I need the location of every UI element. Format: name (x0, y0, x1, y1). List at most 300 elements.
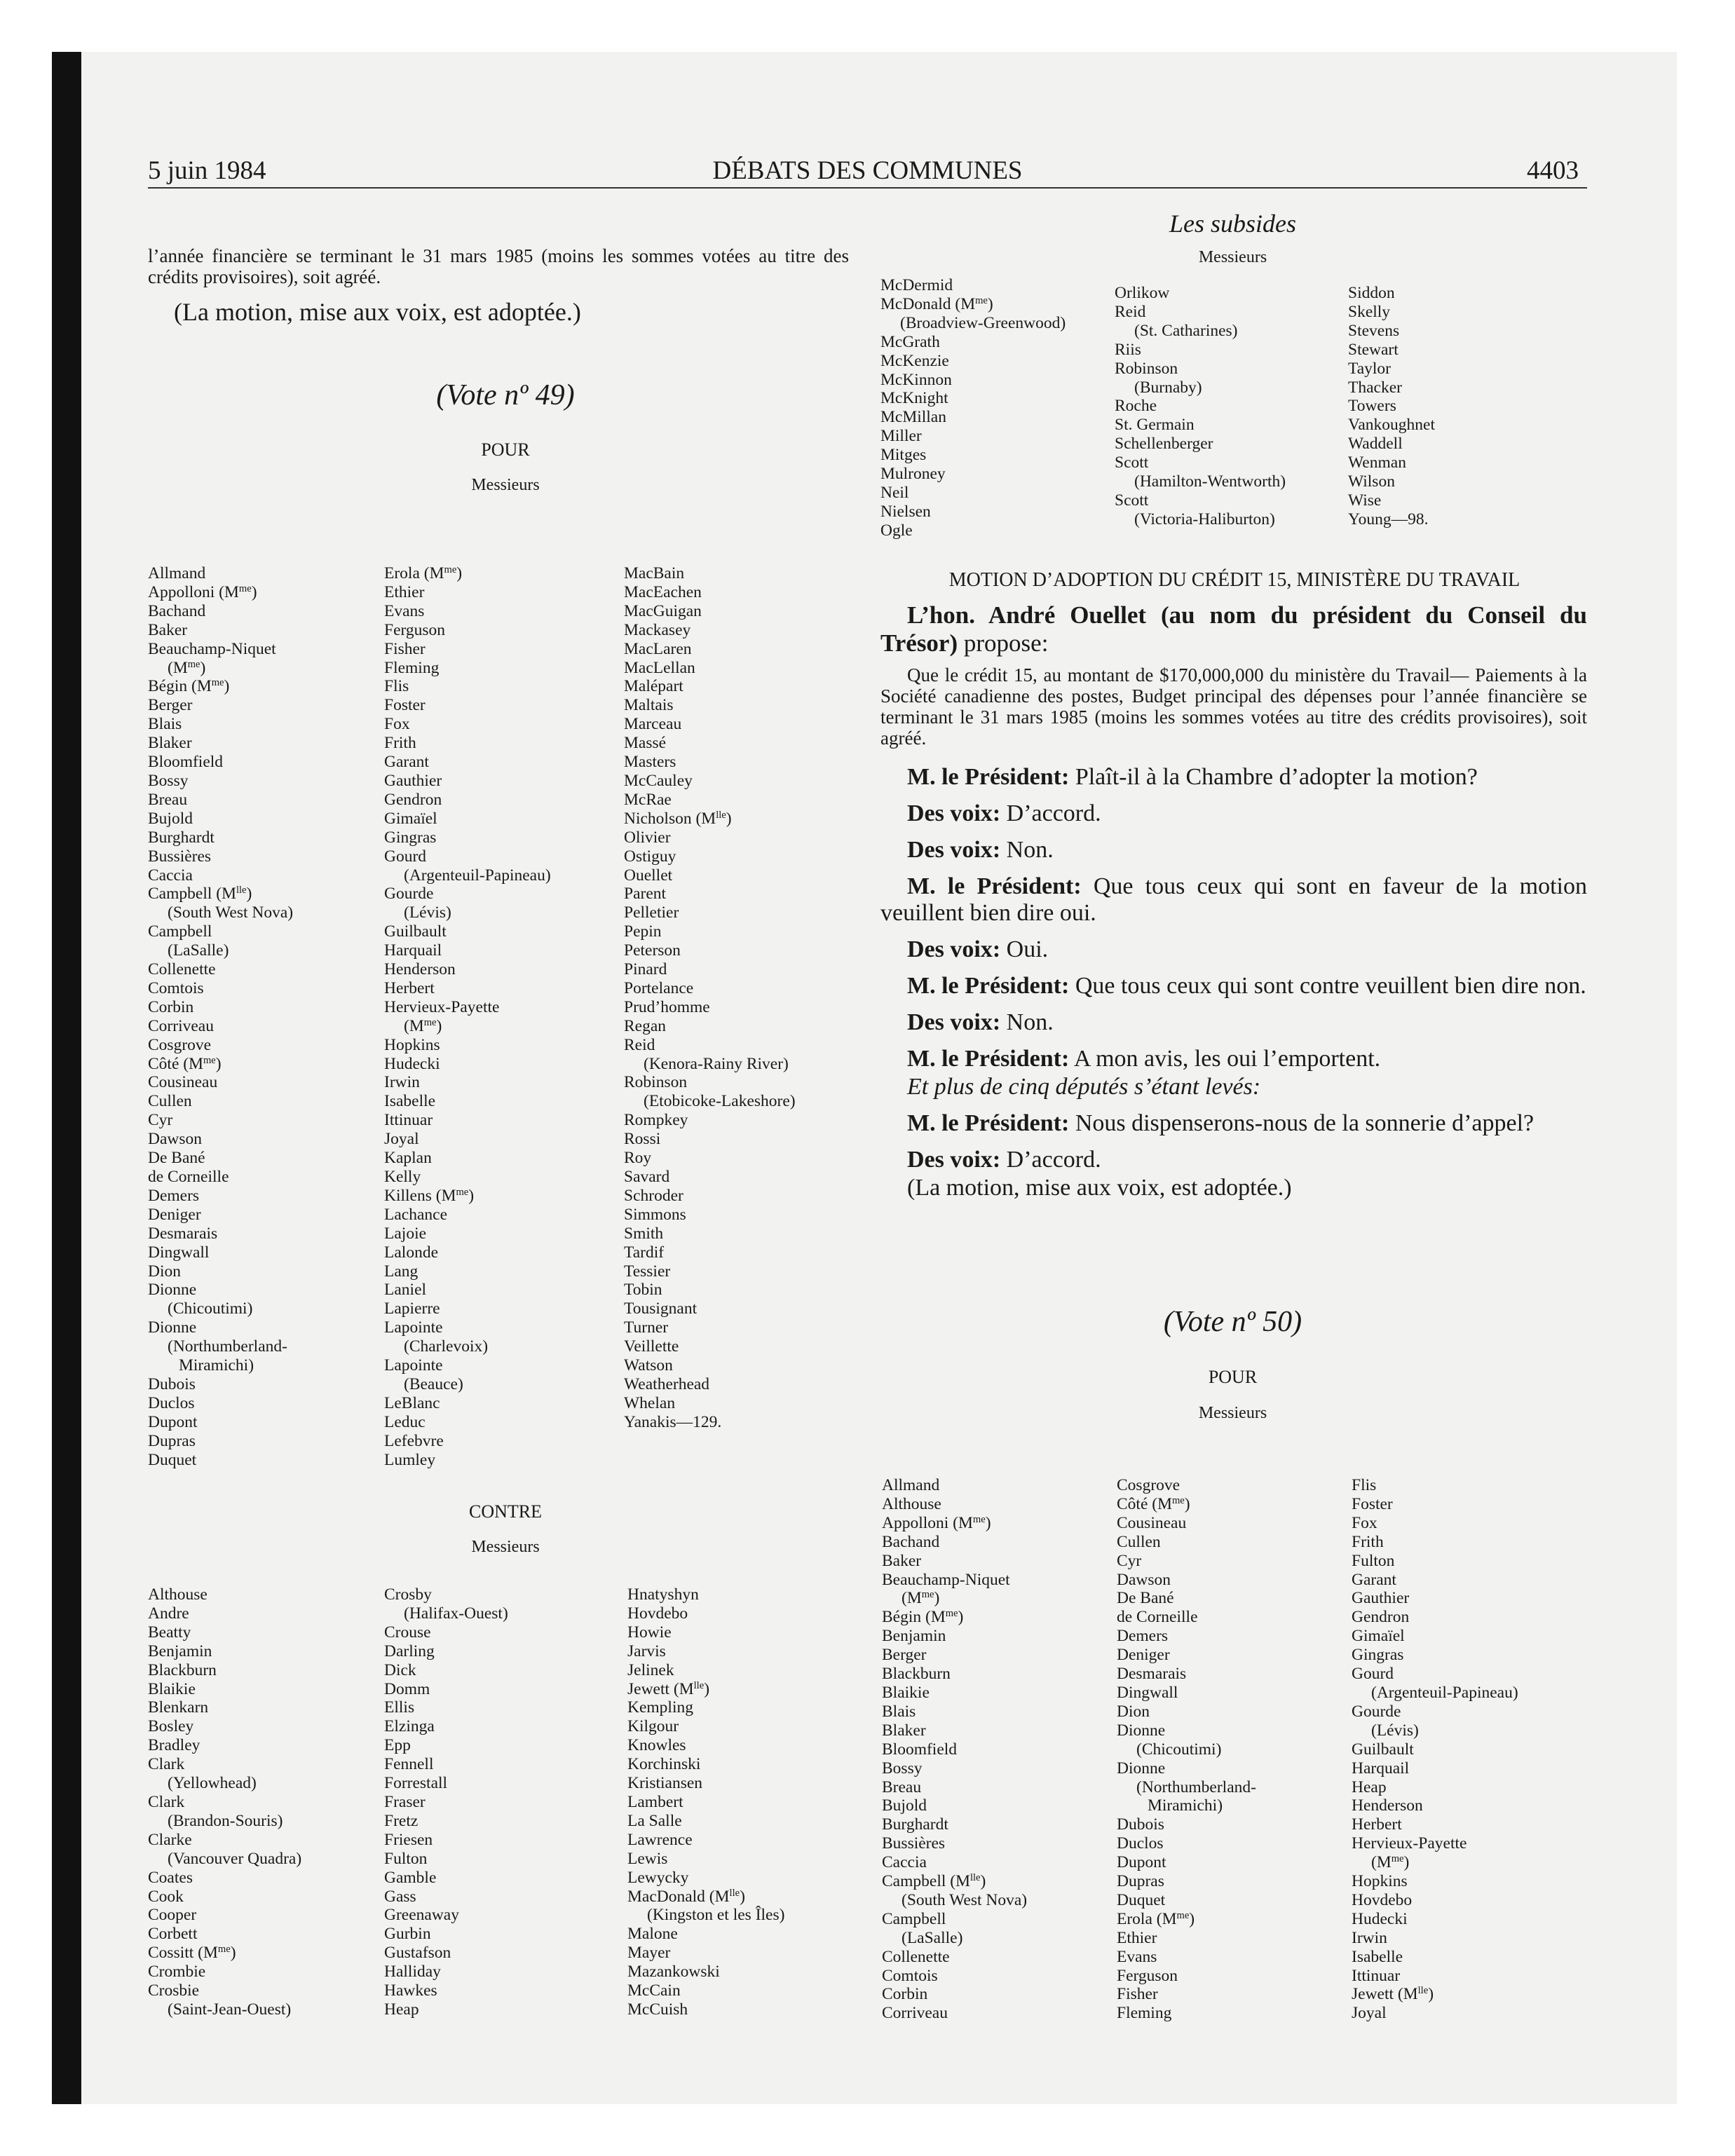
list-item: Epp (384, 1736, 411, 1755)
list-item: Allmand (148, 564, 206, 582)
list-item: Schroder (624, 1186, 683, 1205)
motion-mover (880, 601, 1587, 657)
list-item: MacLellan (624, 658, 695, 677)
list-item: Ittinuar (384, 1111, 433, 1130)
list-item: Knowles (627, 1736, 686, 1755)
list-item: MacDonald $(M^{lle})$ (627, 1887, 745, 1906)
list-item: Lapierre (384, 1299, 440, 1318)
list-item: Ouellet (624, 866, 673, 885)
list-item: Fulton (384, 1849, 428, 1868)
scan-edge (52, 52, 81, 2104)
motion-adopted-1: (La motion, mise aux voix, est adoptée.) (174, 298, 581, 326)
list-item: (Etobicoke-Lakeshore) (644, 1092, 796, 1111)
list-item: Dion (1117, 1702, 1150, 1721)
list-item: (Halifax-Ouest) (404, 1604, 508, 1623)
list-item: Crombie (148, 1963, 206, 1981)
list-item: McMillan (880, 408, 946, 427)
list-item: Côté $(M^{me})$ (1117, 1494, 1190, 1513)
list-item: Malépart (624, 677, 683, 696)
list-item: Flis (384, 677, 409, 696)
list-item: Hopkins (384, 1035, 440, 1054)
list-item: Ittinuar (1352, 1966, 1401, 1985)
list-item: (Vancouver Quadra) (168, 1849, 302, 1868)
speech-text: D’accord. (1000, 800, 1101, 826)
list-item: Appolloni $(M^{me})$ (148, 582, 257, 601)
list-item: Laniel (384, 1281, 427, 1299)
list-item: Duclos (1117, 1834, 1164, 1853)
list-item: Mazankowski (627, 1963, 720, 1981)
list-item: Comtois (882, 1966, 938, 1985)
list-item: (Victoria-Haliburton) (1134, 510, 1275, 528)
speech-turn (880, 837, 1587, 864)
list-item: Allmand (882, 1476, 940, 1494)
list-item: $(M^{me})$ (1371, 1853, 1410, 1872)
list-item: Regan (624, 1016, 667, 1035)
list-item: Lewycky (627, 1868, 689, 1887)
list-item: Wise (1348, 491, 1382, 510)
list-item: Isabelle (384, 1092, 436, 1111)
list-item: MacLaren (624, 639, 692, 658)
speech-turn (880, 1009, 1587, 1036)
list-item: Bloomfield (148, 753, 224, 772)
list-item: Elzinga (384, 1717, 435, 1736)
list-item: Dionne (1117, 1721, 1166, 1740)
list-item: Garant (1352, 1570, 1396, 1589)
list-item: Ellis (384, 1698, 415, 1717)
list-item: Tardif (624, 1243, 665, 1262)
vote49-pour-col2 (384, 564, 551, 1470)
list-item: Herbert (384, 978, 435, 997)
list-item: McKnight (880, 389, 948, 408)
list-item: Rossi (624, 1130, 661, 1149)
list-item: Lawrence (627, 1830, 693, 1849)
list-item: Beatty (148, 1623, 191, 1642)
list-item: Thacker (1348, 378, 1402, 397)
list-item: Fleming (384, 658, 440, 677)
speech-text: Non. (1000, 1009, 1054, 1035)
list-item: Gourde (384, 885, 434, 903)
list-item: Gendron (384, 790, 442, 809)
list-item: Kilgour (627, 1717, 679, 1736)
list-item: Korchinski (627, 1755, 701, 1774)
list-item: Gimaïel (384, 809, 437, 828)
list-item: (South West Nova) (168, 903, 294, 922)
list-item: Domm (384, 1679, 430, 1698)
contre-cont-col3 (1348, 284, 1435, 529)
list-item: Kaplan (384, 1149, 432, 1168)
list-item: Wenman (1348, 453, 1406, 472)
list-item: Cyr (148, 1111, 173, 1130)
list-item: Friesen (384, 1830, 433, 1849)
list-item: Dupont (148, 1412, 198, 1431)
list-item: Foster (384, 696, 426, 715)
list-item: Lapointe (384, 1318, 443, 1337)
list-item: McDermid (880, 276, 953, 294)
list-item: Cyr (1117, 1551, 1142, 1570)
list-item: Campbell (882, 1909, 946, 1928)
list-item: Howie (627, 1623, 672, 1642)
list-item: Bossy (148, 771, 189, 790)
list-item: Dubois (1117, 1815, 1164, 1834)
list-item: La Salle (627, 1811, 682, 1830)
list-item: Kempling (627, 1698, 693, 1717)
vote49-pour: POUR (481, 439, 530, 460)
list-item: Bujold (882, 1796, 927, 1815)
list-item: Ethier (384, 582, 425, 601)
list-item: Gamble (384, 1868, 437, 1887)
list-item: Harquail (1352, 1759, 1410, 1778)
list-item: Berger (148, 696, 193, 715)
list-item: (St. Catharines) (1134, 321, 1238, 340)
list-item: Cullen (148, 1092, 192, 1111)
list-item: Duquet (148, 1450, 197, 1469)
speech-turn (880, 873, 1587, 927)
list-item: Harquail (384, 941, 442, 960)
speech-turn (880, 1110, 1587, 1137)
list-item: McCauley (624, 771, 693, 790)
list-item: Corriveau (882, 2004, 948, 2023)
vote50-col3 (1352, 1476, 1518, 2023)
list-item: Malone (627, 1925, 678, 1944)
list-item: Lambert (627, 1792, 683, 1811)
list-item: Heap (1352, 1778, 1387, 1796)
list-item: St. Germain (1115, 416, 1195, 435)
list-item: Bosley (148, 1717, 194, 1736)
speaker: M. le Président: (907, 1110, 1070, 1136)
list-item: Blaikie (148, 1679, 196, 1698)
speaker: Des voix: (907, 936, 1001, 962)
list-item: Dubois (148, 1374, 196, 1393)
list-item: Hawkes (384, 1981, 437, 2000)
list-item: Rompkey (624, 1111, 688, 1130)
list-item: Heap (384, 2000, 419, 2019)
list-item: Erola $(M^{me})$ (1117, 1909, 1195, 1928)
list-item: Miramichi) (1148, 1796, 1223, 1815)
list-item: (Argenteuil-Papineau) (404, 866, 551, 885)
list-item: Bradley (148, 1736, 200, 1755)
list-item: de Corneille (148, 1168, 229, 1186)
list-item: Gourde (1352, 1702, 1401, 1721)
list-item: Dionne (148, 1281, 197, 1299)
list-item: Guilbault (1352, 1740, 1414, 1759)
list-item: Bujold (148, 809, 193, 828)
list-item: Benjamin (148, 1642, 212, 1660)
vote50-pour: POUR (1208, 1367, 1258, 1387)
list-item: Towers (1348, 397, 1396, 416)
list-item: Blais (148, 715, 182, 734)
list-item: Hudecki (1352, 1909, 1408, 1928)
list-item: Bussières (882, 1834, 946, 1853)
list-item: Gendron (1352, 1608, 1410, 1627)
list-item: Collenette (148, 960, 216, 979)
list-item: Collenette (882, 1947, 950, 1966)
list-item: Côté $(M^{me})$ (148, 1054, 222, 1073)
list-item: Waddell (1348, 435, 1403, 453)
list-item: Veillette (624, 1337, 679, 1356)
list-item: Campbell $(M^{lle})$ (882, 1872, 986, 1891)
list-item: Joyal (384, 1130, 419, 1149)
list-item: Blackburn (148, 1660, 217, 1679)
list-item: Hovdebo (627, 1604, 688, 1623)
list-item: Coates (148, 1868, 193, 1887)
list-item: Hovdebo (1352, 1890, 1413, 1909)
list-item: LeBlanc (384, 1393, 440, 1412)
list-item: Fulton (1352, 1551, 1395, 1570)
list-item: Nicholson $(M^{lle})$ (624, 809, 732, 828)
list-item: Tobin (624, 1281, 662, 1299)
list-item: Irwin (384, 1073, 420, 1092)
list-item: Pepin (624, 922, 662, 941)
list-item: Mitges (880, 446, 927, 465)
list-item: McCain (627, 1981, 681, 2000)
list-item: Frith (1352, 1532, 1384, 1551)
list-item: (Charlevoix) (404, 1337, 489, 1356)
list-item: McRae (624, 790, 672, 809)
speaker: M. le Président: (907, 873, 1082, 899)
list-item: Kristiansen (627, 1774, 703, 1793)
list-item: Neil (880, 483, 909, 502)
list-item: Cossitt $(M^{me})$ (148, 1944, 236, 1963)
speech-text: Non. (1000, 837, 1054, 863)
list-item: Comtois (148, 978, 204, 997)
motion-text: Que le crédit 15, au montant de $170,000,000 du ministère du Travail— Paiements à la Société canadienne des postes, Budget principal des dépenses pour l’année financière se terminant le 31 mars 1985 (moins les sommes votées au titre des crédits provisoires), soit agréé. (880, 664, 1587, 749)
list-item: Hudecki (384, 1054, 440, 1073)
list-item: Cosgrove (148, 1035, 212, 1054)
list-item: Vankoughnet (1348, 416, 1436, 435)
list-item: Blaikie (882, 1683, 930, 1702)
list-item: Peterson (624, 941, 681, 960)
mover-name: L’hon. André Ouellet (au nom du président du Conseil du Trésor) (880, 601, 1587, 657)
list-item: Blackburn (882, 1665, 951, 1684)
list-item: MacEachen (624, 582, 702, 601)
list-item: Campbell (148, 922, 212, 941)
list-item: Pelletier (624, 903, 679, 922)
list-item: Darling (384, 1642, 435, 1660)
speech-text: Nous dispenserons-nous de la sonnerie d’appel? (1069, 1110, 1535, 1136)
list-item: Duquet (1117, 1890, 1166, 1909)
list-item: Weatherhead (624, 1374, 710, 1393)
list-item: De Bané (1117, 1589, 1174, 1608)
list-item: Miramichi) (179, 1356, 254, 1375)
list-item: Caccia (148, 866, 193, 885)
list-item: McCuish (627, 2000, 688, 2019)
list-item: Mayer (627, 1944, 671, 1963)
list-item: Lachance (384, 1205, 448, 1224)
list-item: Bachand (882, 1532, 940, 1551)
list-item: Deniger (148, 1205, 201, 1224)
list-item: Reid (1115, 302, 1146, 321)
list-item: Leduc (384, 1412, 426, 1431)
list-item: Guilbault (384, 922, 447, 941)
list-item: Corbin (148, 997, 194, 1016)
list-item: Fretz (384, 1811, 419, 1830)
list-item: MacBain (624, 564, 685, 582)
speech-turn (880, 764, 1587, 791)
section-title: Les subsides (1169, 210, 1297, 238)
list-item: Lewis (627, 1849, 668, 1868)
list-item: (Chicoutimi) (1136, 1740, 1222, 1759)
list-item: Dingwall (148, 1243, 210, 1262)
list-item: $(M^{me})$ (404, 1016, 442, 1035)
list-item: Andre (148, 1604, 189, 1623)
list-item: (Kenora-Rainy River) (644, 1054, 789, 1073)
list-item: Roche (1115, 397, 1157, 416)
vote49-pour-col3 (624, 564, 796, 1432)
speaker: M. le Président: (907, 1046, 1070, 1072)
list-item: Herbert (1352, 1815, 1402, 1834)
list-item: Burghardt (148, 828, 215, 847)
list-item: (Burnaby) (1134, 378, 1202, 397)
list-item: $(M^{me})$ (168, 658, 206, 677)
vote49-contre-messieurs: Messieurs (471, 1538, 540, 1556)
list-item: Masters (624, 753, 676, 772)
list-item: (Broadview-Greenwood) (900, 313, 1066, 332)
list-item: Simmons (624, 1205, 686, 1224)
list-item: (Beauce) (404, 1374, 463, 1393)
list-item: Althouse (882, 1494, 941, 1513)
list-item: Hopkins (1352, 1872, 1408, 1891)
list-item: (Lévis) (1371, 1721, 1419, 1740)
list-item: Erola $(M^{me})$ (384, 564, 463, 582)
list-item: Cousineau (148, 1073, 218, 1092)
list-item: Killens $(M^{me})$ (384, 1186, 475, 1205)
list-item: Baker (148, 620, 188, 639)
list-item: (Hamilton-Wentworth) (1134, 472, 1286, 491)
contre-cont-col1 (880, 276, 1066, 540)
list-item: Portelance (624, 978, 694, 997)
list-item: Robinson (1115, 359, 1178, 378)
vote49-messieurs: Messieurs (471, 476, 540, 494)
list-item: Kelly (384, 1168, 421, 1186)
list-item: Parent (624, 885, 667, 903)
list-item: Garant (384, 753, 429, 772)
list-item: Benjamin (882, 1627, 946, 1646)
list-item: Althouse (148, 1585, 207, 1604)
list-item: Clark (148, 1755, 185, 1774)
vote49-pour-col1 (148, 564, 293, 1470)
list-item: Deniger (1117, 1646, 1170, 1665)
list-item: Appolloni $(M^{me})$ (882, 1513, 991, 1532)
speech-turn (880, 1147, 1587, 1173)
list-item: Turner (624, 1318, 669, 1337)
list-item: Greenaway (384, 1906, 459, 1925)
header-page-number: 4403 (1527, 156, 1579, 185)
right-messieurs: Messieurs (1198, 248, 1267, 266)
list-item: (Argenteuil-Papineau) (1371, 1683, 1518, 1702)
list-item: Forrestall (384, 1774, 448, 1793)
list-item: McDonald $(M^{me})$ (880, 294, 993, 313)
list-item: Jelinek (627, 1660, 674, 1679)
list-item: Jarvis (627, 1642, 666, 1660)
list-item: McGrath (880, 332, 940, 351)
list-item: Bloomfield (882, 1740, 958, 1759)
list-item: Henderson (384, 960, 456, 979)
list-item: Dupras (148, 1431, 196, 1450)
list-item: Maltais (624, 696, 674, 715)
list-item: Breau (148, 790, 188, 809)
speaker: Des voix: (907, 800, 1001, 826)
list-item: Miller (880, 427, 922, 446)
vote49-contre-col2 (384, 1585, 508, 2019)
list-item: Savard (624, 1168, 670, 1186)
speaker: Des voix: (907, 837, 1001, 863)
list-item: Dingwall (1117, 1683, 1178, 1702)
speaker: M. le Président: (907, 973, 1070, 999)
list-item: Dick (384, 1660, 416, 1679)
list-item: Nielsen (880, 502, 931, 521)
list-item: Orlikow (1115, 284, 1170, 302)
list-item: Pinard (624, 960, 667, 979)
list-item: Dawson (1117, 1570, 1171, 1589)
list-item: MacGuigan (624, 601, 702, 620)
list-item: Olivier (624, 828, 671, 847)
list-item: Gustafson (384, 1944, 451, 1963)
list-item: Breau (882, 1778, 922, 1796)
contre-cont-col2 (1115, 284, 1286, 529)
list-item: De Bané (148, 1149, 205, 1168)
list-item: Fox (1352, 1513, 1377, 1532)
list-item: Jewett $(M^{lle})$ (627, 1679, 710, 1698)
list-item: Irwin (1352, 1928, 1387, 1947)
list-item: Blais (882, 1702, 916, 1721)
list-item: Joyal (1352, 2004, 1387, 2023)
list-item: Evans (1117, 1947, 1157, 1966)
list-item: McKenzie (880, 351, 949, 370)
list-item: Lefebvre (384, 1431, 444, 1450)
list-item: Gourd (384, 847, 427, 866)
list-item: Tousignant (624, 1299, 698, 1318)
list-item: Gourd (1352, 1665, 1394, 1684)
list-item: Mulroney (880, 465, 946, 484)
list-item: Dawson (148, 1130, 203, 1149)
list-item: Bégin $(M^{me})$ (882, 1608, 964, 1627)
list-item: (Chicoutimi) (168, 1299, 253, 1318)
list-item: Burghardt (882, 1815, 948, 1834)
list-item: Tessier (624, 1262, 671, 1281)
speech-turn (880, 800, 1587, 827)
list-item: Wilson (1348, 472, 1395, 491)
list-item: Lang (384, 1262, 419, 1281)
list-item: (Northumberland- (168, 1337, 287, 1356)
list-item: Siddon (1348, 284, 1395, 302)
vote50-col1 (882, 1476, 1027, 2023)
list-item: (LaSalle) (901, 1928, 963, 1947)
list-item: Gingras (1352, 1646, 1404, 1665)
list-item: Ostiguy (624, 847, 676, 866)
list-item: Gauthier (384, 771, 442, 790)
list-item: Blaker (882, 1721, 926, 1740)
list-item: Taylor (1348, 359, 1391, 378)
list-item: Roy (624, 1149, 652, 1168)
list-item: Baker (882, 1551, 922, 1570)
header-rule (148, 187, 1587, 189)
list-item: Dupras (1117, 1872, 1164, 1891)
list-item: Ethier (1117, 1928, 1157, 1947)
list-item: Reid (624, 1035, 655, 1054)
list-item: (Kingston et les Îles) (647, 1906, 785, 1925)
list-item: Foster (1352, 1494, 1393, 1513)
list-item: Fennell (384, 1755, 434, 1774)
mover-proposes: propose: (958, 629, 1049, 657)
list-item: Jewett $(M^{lle})$ (1352, 1985, 1434, 2004)
list-item: (South West Nova) (901, 1890, 1028, 1909)
list-item: Ferguson (384, 620, 446, 639)
list-item: Dionne (1117, 1759, 1166, 1778)
list-item: Dupont (1117, 1853, 1166, 1872)
list-item: Bégin $(M^{me})$ (148, 677, 230, 696)
list-item: (Lévis) (404, 903, 451, 922)
list-item: Hervieux-Payette (384, 997, 500, 1016)
